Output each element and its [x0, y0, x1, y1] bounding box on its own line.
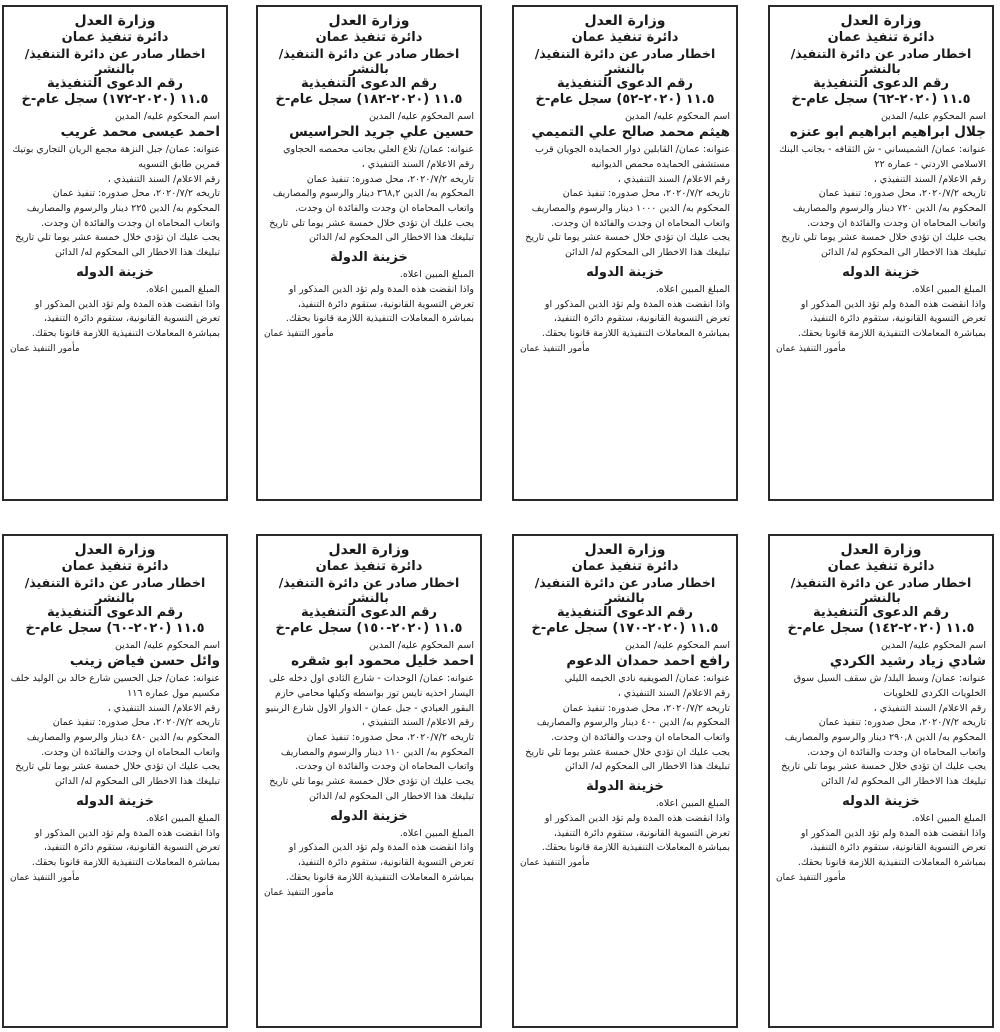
debtor-label: اسم المحكوم عليه/ المدين — [368, 640, 474, 652]
date-line: تاريخه ٢٠٢٠/٧/٢، محل صدوره: تنفيذ عمان — [562, 188, 730, 200]
ministry-heading: وزارة العدل — [74, 13, 156, 29]
amount-line: المحكوم به/ الدين ٢٩٠,٨ دينار والرسوم والمصاريف واتعاب المحاماه ان وجدت والفائدة ان وجدت. — [784, 732, 986, 758]
case-number-label: رقم الدعوى التنفيذية — [301, 605, 437, 621]
notice-box — [256, 5, 482, 501]
amount-line: المحكوم به/ الدين ٤٠٠ دينار والرسوم والمصاريف واتعاب المحاماه ان وجدت والفائدة ان وجدت. — [536, 717, 730, 744]
payment-line: يجب عليك ان تؤدي خلال خمسة عشر يوما تلي تاريخ تبليغك هذا الاخطار الى المحكوم له/ الدائن — [525, 746, 730, 773]
amount-note: المبلغ المبين اعلاه. — [655, 798, 730, 810]
debtor-name: احمد عيسى محمد غريب — [60, 124, 220, 141]
ministry-heading: وزارة العدل — [840, 542, 922, 558]
date-line: تاريخه ٢٠٢٠/٧/٢، محل صدوره: تنفيذ عمان — [818, 188, 986, 200]
amount-line: المحكوم به/ الدين ٧٢٠ دينار والرسوم والمصاريف واتعاب المحاماه ان وجدت والفائدة ان وجدت. — [792, 203, 986, 229]
department-heading: دائرة تنفيذ عمان — [827, 559, 935, 575]
notice-box — [768, 5, 994, 501]
date-line: تاريخه ٢٠٢٠/٧/٢، محل صدوره: تنفيذ عمان — [306, 173, 474, 185]
debtor-address: عنوانه: عمان/ تلاع العلي بجانب محمصه الحجاوي — [283, 144, 474, 156]
amount-line: المحكوم به/ الدين ١٠٠٠ دينار والرسوم والمصاريف واتعاب المحاماه ان وجدت والفائدة ان وجدت. — [531, 203, 730, 229]
creditor-name: خزينة الدوله — [330, 808, 408, 824]
document-line: رقم الاعلام/ السند التنفيذي ، — [361, 717, 474, 729]
case-number: ١١.٥ (٢٠٢٠-٥٢) سجل عام-خ — [535, 92, 715, 108]
document-line: رقم الاعلام/ السند التنفيذي ، — [617, 173, 730, 185]
creditor-name: خزينة الدوله — [586, 264, 664, 280]
debtor-address: عنوانه: عمان/ وسط البلد/ ش سقف السيل سوق الخلويات الكردي للخلويات — [793, 673, 986, 699]
creditor-name: خزينة الدوله — [842, 793, 920, 809]
debtor-label: اسم المحكوم عليه/ المدين — [368, 111, 474, 123]
debtor-address: عنوانه: عمان/ القابلين دوار الحمايده الجويان قرب مستشفى الحمايده محمص الديوانيه — [534, 144, 730, 170]
ministry-heading: وزارة العدل — [584, 542, 666, 558]
consequence-text: واذا انقضت هذه المدة ولم تؤد الدين المذكور او تعرض التسوية القانونية، ستقوم دائرة التنفيذ، بمباشرة المعاملات التنفيذية اللازمة قانونا بحقك. — [541, 812, 730, 854]
payment-line: يجب عليك ان تؤدي خلال خمسة عشر يوما تلي تاريخ تبليغك هذا الاخطار الى المحكوم له/ الدائن — [525, 232, 730, 259]
amount-note: المبلغ المبين اعلاه. — [145, 283, 220, 295]
debtor-address: عنوانه: عمان/ الشميساني - ش الثقافه - بجانب البنك الاسلامي الاردني - عماره ٢٢ — [779, 144, 986, 170]
signature: مأمور التنفيذ عمان — [10, 343, 80, 354]
notice-box — [256, 534, 482, 1028]
consequence-text: واذا انقضت هذه المدة ولم تؤد الدين المذكور او تعرض التسوية القانونية، ستقوم دائرة التنفيذ، بمباشرة المعاملات التنفيذية اللازمة قانونا بحقك. — [31, 827, 220, 869]
payment-line: يجب عليك ان تؤدي خلال خمسة عشر يوما تلي تاريخ تبليغك هذا الاخطار الى المحكوم له/ الدائن — [781, 232, 986, 259]
document-line: رقم الاعلام/ السند التنفيذي ، — [617, 687, 730, 699]
debtor-label: اسم المحكوم عليه/ المدين — [114, 111, 220, 123]
debtor-address: عنوانه: عمان/ الصويفيه نادي الخيمه الليلي — [564, 673, 730, 685]
department-heading: دائرة تنفيذ عمان — [571, 559, 679, 575]
notice-box — [512, 5, 738, 501]
amount-line: المحكوم به/ الدين ٢٢٥ دينار والرسوم والمصاريف واتعاب المحاماه ان وجدت والفائدة ان وجدت. — [26, 203, 220, 229]
creditor-name: خزينة الدوله — [76, 793, 154, 809]
consequence-text: واذا انقضت هذه المدة ولم تؤد الدين المذكور او تعرض التسوية القانونية، ستقوم دائرة التنفيذ، بمباشرة المعاملات التنفيذية اللازمة قانونا بحقك. — [797, 827, 986, 869]
amount-line: المحكوم به/ الدين ١١٠ دينار والرسوم والمصاريف واتعاب المحاماه ان وجدت والفائدة ان وجدت. — [280, 746, 474, 773]
notice-title: اخطار صادر عن دائرة التنفيذ/بالنشر — [790, 574, 972, 606]
document-line: رقم الاعلام/ السند التنفيذي ، — [107, 702, 220, 714]
debtor-label: اسم المحكوم عليه/ المدين — [880, 111, 986, 123]
signature: مأمور التنفيذ عمان — [264, 887, 334, 898]
case-number-label: رقم الدعوى التنفيذية — [557, 605, 693, 621]
department-heading: دائرة تنفيذ عمان — [827, 30, 935, 46]
notice-title: اخطار صادر عن دائرة التنفيذ/بالنشر — [24, 574, 206, 606]
department-heading: دائرة تنفيذ عمان — [61, 30, 169, 46]
debtor-name: جلال ابراهيم ابراهيم ابو عنزه — [789, 124, 986, 141]
case-number: ١١.٥ (٢٠٢٠-٦٠) سجل عام-خ — [25, 621, 205, 637]
creditor-name: خزينة الدوله — [76, 264, 154, 280]
creditor-name: خزينة الدوله — [842, 264, 920, 280]
department-heading: دائرة تنفيذ عمان — [571, 30, 679, 46]
document-line: رقم الاعلام/ السند التنفيذي ، — [361, 158, 474, 170]
case-number: ١١.٥ (٢٠٢٠-١٤٢) سجل عام-خ — [787, 621, 975, 637]
debtor-name: احمد خليل محمود ابو شقره — [291, 653, 474, 670]
consequence-text: واذا انقضت هذه المدة ولم تؤد الدين المذكور او تعرض التسوية القانونية، ستقوم دائرة التنفيذ، بمباشرة المعاملات التنفيذية اللازمة قانونا بحقك. — [285, 842, 474, 883]
debtor-name: هيثم محمد صالح علي التميمي — [531, 124, 730, 141]
department-heading: دائرة تنفيذ عمان — [315, 559, 423, 575]
payment-line: يجب عليك ان تؤدي خلال خمسة عشر يوما تلي تاريخ تبليغك هذا الاخطار الى المحكوم له/ الدائن — [269, 776, 474, 802]
debtor-name: شادي زياد رشيد الكردي — [829, 653, 986, 670]
case-number: ١١.٥ (٢٠٢٠-١٥٠) سجل عام-خ — [275, 621, 463, 637]
document-line: رقم الاعلام/ السند التنفيذي ، — [107, 173, 220, 185]
notice-title: اخطار صادر عن دائرة التنفيذ/بالنشر — [278, 574, 460, 606]
date-line: تاريخه ٢٠٢٠/٧/٢، محل صدوره: تنفيذ عمان — [818, 717, 986, 729]
notice-title: اخطار صادر عن دائرة التنفيذ/بالنشر — [534, 45, 716, 77]
document-line: رقم الاعلام/ السند التنفيذي ، — [873, 173, 986, 185]
consequence-text: واذا انقضت هذه المدة ولم تؤد الدين المذكور او تعرض التسوية القانونية، ستقوم دائرة التنفيذ، بمباشرة المعاملات التنفيذية اللازمة قانونا بحقك. — [541, 298, 730, 340]
notice-box — [2, 5, 228, 501]
signature: مأمور التنفيذ عمان — [520, 343, 590, 354]
notice-box — [512, 534, 738, 1028]
notice-box — [768, 534, 994, 1028]
signature: مأمور التنفيذ عمان — [776, 343, 846, 354]
case-number-label: رقم الدعوى التنفيذية — [301, 76, 437, 92]
payment-line: يجب عليك ان تؤدي خلال خمسة عشر يوما تلي تاريخ تبليغك هذا الاخطار الى المحكوم له/ الدائن — [781, 761, 986, 788]
amount-note: المبلغ المبين اعلاه. — [399, 827, 474, 839]
notice-title: اخطار صادر عن دائرة التنفيذ/بالنشر — [534, 574, 716, 606]
case-number: ١١.٥ (٢٠٢٠-١٧٢) سجل عام-خ — [21, 92, 209, 108]
notice-title: اخطار صادر عن دائرة التنفيذ/بالنشر — [24, 45, 206, 77]
case-number-label: رقم الدعوى التنفيذية — [813, 76, 949, 92]
date-line: تاريخه ٢٠٢٠/٧/٢، محل صدوره: تنفيذ عمان — [306, 732, 474, 744]
signature: مأمور التنفيذ عمان — [776, 872, 846, 883]
date-line: تاريخه ٢٠٢٠/٧/٢، محل صدوره: تنفيذ عمان — [52, 717, 220, 729]
signature: مأمور التنفيذ عمان — [10, 872, 80, 883]
amount-note: المبلغ المبين اعلاه. — [145, 812, 220, 824]
debtor-label: اسم المحكوم عليه/ المدين — [624, 111, 730, 123]
amount-note: المبلغ المبين اعلاه. — [911, 283, 986, 295]
payment-line: يجب عليك ان تؤدي خلال خمسة عشر يوما تلي تاريخ تبليغك هذا الاخطار الى المحكوم له/ الدائن — [15, 232, 220, 259]
payment-line: يجب عليك ان تؤدي خلال خمسة عشر يوما تلي تاريخ تبليغك هذا الاخطار الى المحكوم له/ الدائن — [15, 761, 220, 788]
signature: مأمور التنفيذ عمان — [264, 329, 334, 340]
amount-note: المبلغ المبين اعلاه. — [399, 269, 474, 281]
case-number-label: رقم الدعوى التنفيذية — [557, 76, 693, 92]
amount-line: المحكوم به/ الدين ٣٦٨,٢ دينار والرسوم والمصاريف واتعاب المحاماه ان وجدت والفائدة ان وجدت. — [272, 188, 474, 215]
department-heading: دائرة تنفيذ عمان — [315, 30, 423, 46]
debtor-address: عنوانه: عمان/ جبل الحسين شارع خالد بن الوليد خلف مكسيم مول عماره ١١٦ — [10, 673, 220, 699]
consequence-text: واذا انقضت هذه المدة ولم تؤد الدين المذكور او تعرض التسوية القانونية، ستقوم دائرة التنفيذ، بمباشرة المعاملات التنفيذية اللازمة قانونا بحقك. — [285, 283, 474, 325]
case-number: ١١.٥ (٢٠٢٠-٦٢) سجل عام-خ — [791, 92, 971, 108]
notice-box — [2, 534, 228, 1028]
debtor-label: اسم المحكوم عليه/ المدين — [114, 640, 220, 652]
consequence-text: واذا انقضت هذه المدة ولم تؤد الدين المذكور او تعرض التسوية القانونية، ستقوم دائرة التنفيذ، بمباشرة المعاملات التنفيذية اللازمة قانونا بحقك. — [797, 298, 986, 340]
case-number-label: رقم الدعوى التنفيذية — [813, 605, 949, 621]
signature: مأمور التنفيذ عمان — [520, 858, 590, 869]
notice-title: اخطار صادر عن دائرة التنفيذ/بالنشر — [278, 45, 460, 77]
date-line: تاريخه ٢٠٢٠/٧/٢، محل صدوره: تنفيذ عمان — [52, 188, 220, 200]
case-number: ١١.٥ (٢٠٢٠-١٨٢) سجل عام-خ — [275, 92, 463, 108]
amount-line: المحكوم به/ الدين ٤٨٠ دينار والرسوم والمصاريف واتعاب المحاماه ان وجدت والفائدة ان وجدت. — [26, 732, 220, 758]
debtor-name: رافع احمد حمدان الدعوم — [566, 653, 730, 670]
creditor-name: خزينة الدولة — [330, 250, 408, 266]
date-line: تاريخه ٢٠٢٠/٧/٢، محل صدوره: تنفيذ عمان — [562, 702, 730, 714]
notice-title: اخطار صادر عن دائرة التنفيذ/بالنشر — [790, 45, 972, 77]
case-number: ١١.٥ (٢٠٢٠-١٧٠) سجل عام-خ — [531, 621, 719, 637]
debtor-label: اسم المحكوم عليه/ المدين — [880, 640, 986, 652]
document-line: رقم الاعلام/ السند التنفيذي ، — [873, 702, 986, 714]
case-number-label: رقم الدعوى التنفيذية — [47, 605, 183, 621]
ministry-heading: وزارة العدل — [840, 13, 922, 29]
ministry-heading: وزارة العدل — [74, 542, 156, 558]
amount-note: المبلغ المبين اعلاه. — [911, 812, 986, 824]
debtor-address: عنوانه: عمان/ الوحدات - شارع الثادي اول دخله على اليسار احذيه نايس توز بواسطه وكيلها محامي حازم البقور العبادي - جبل عمان - الدوار الاول شارع الربنيو — [265, 673, 474, 714]
payment-line: يجب عليك ان تؤدي خلال خمسة عشر يوما تلي تاريخ تبليغك هذا الاخطار الى المحكوم له/ الدائن — [269, 217, 474, 244]
department-heading: دائرة تنفيذ عمان — [61, 559, 169, 575]
case-number-label: رقم الدعوى التنفيذية — [47, 76, 183, 92]
ministry-heading: وزارة العدل — [328, 542, 410, 558]
ministry-heading: وزارة العدل — [584, 13, 666, 29]
debtor-label: اسم المحكوم عليه/ المدين — [624, 640, 730, 652]
debtor-name: وائل حسن فياض زينب — [69, 653, 220, 670]
ministry-heading: وزارة العدل — [328, 13, 410, 29]
amount-note: المبلغ المبين اعلاه. — [655, 283, 730, 295]
debtor-name: حسين علي جريد الحراسيس — [289, 124, 474, 141]
debtor-address: عنوانه: عمان/ جبل النزهة مجمع الريان التجاري بوتيك قمرين طابق التسويه — [12, 144, 220, 170]
consequence-text: واذا انقضت هذه المدة ولم تؤد الدين المذكور او تعرض التسوية القانونية، ستقوم دائرة التنفيذ، بمباشرة المعاملات التنفيذية اللازمة قانونا بحقك. — [31, 298, 220, 340]
creditor-name: خزينة الدولة — [586, 779, 664, 795]
